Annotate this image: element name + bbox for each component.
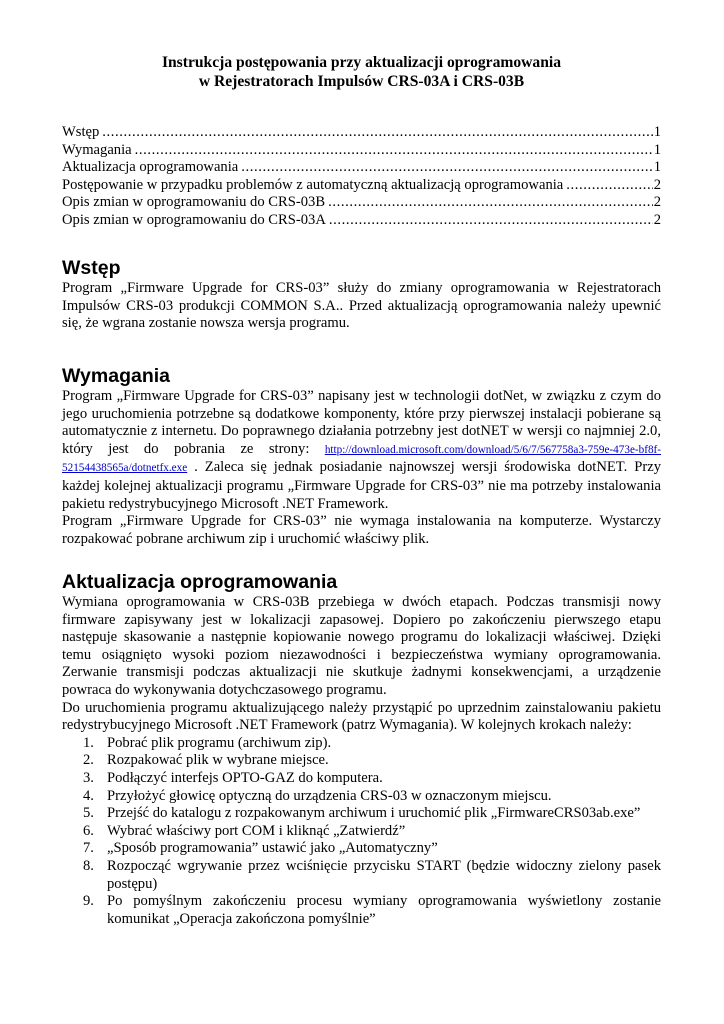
update-steps-list <box>62 735 661 929</box>
table-of-contents <box>62 124 661 230</box>
toc-leader-dots <box>328 194 653 212</box>
section-heading: Aktualizacja oprogramowania <box>62 571 338 593</box>
list-item <box>62 893 661 928</box>
section-heading: Wymagania <box>62 365 171 387</box>
step-text: Wybrać właściwy port COM i kliknąć „Zatwierdź” <box>107 822 406 839</box>
list-item <box>62 752 661 770</box>
section-requirements <box>62 364 661 548</box>
toc-entry-page: 1 <box>653 124 661 140</box>
step-number: 1. <box>83 734 94 751</box>
step-number: 6. <box>83 822 94 839</box>
toc-entry-page: 1 <box>653 141 661 158</box>
step-number: 4. <box>83 787 94 804</box>
toc-leader-dots <box>135 142 653 160</box>
step-number: 9. <box>83 893 94 910</box>
section-intro <box>62 256 661 333</box>
toc-entry-label: Wymagania <box>62 141 132 158</box>
document-title <box>62 53 661 91</box>
toc-leader-dots <box>329 212 653 230</box>
list-item <box>62 823 661 841</box>
list-item <box>62 858 661 893</box>
step-number: 3. <box>83 769 94 786</box>
step-number: 8. <box>83 857 94 874</box>
title-line-1: Instrukcja postępowania przy aktualizacji oprogramowania <box>161 54 562 71</box>
title-line-2: w Rejestratorach Impulsów CRS-03A i CRS-03B <box>198 73 525 90</box>
toc-entry-troubleshooting[interactable] <box>62 177 661 195</box>
intro-paragraph: Program „Firmware Upgrade for CRS-03” służy do zmiany oprogramowania w Rejestratorach Impulsów CRS-03 produkcji COMMON S.A.. Przed aktualizacją oprogramowania należy upewnić się, że wgrana zostanie nowsza wersja programu. <box>62 280 661 332</box>
step-text: Po pomyślnym zakończeniu procesu wymiany oprogramowania wyświetlony zostanie komunikat „Operacja zakończona pomyślnie” <box>107 893 661 927</box>
toc-entry-changes-crs03b[interactable] <box>62 194 661 212</box>
toc-entry-page: 2 <box>653 176 661 193</box>
update-paragraph-1: Wymiana oprogramowania w CRS-03B przebiega w dwóch etapach. Podczas transmisji nowy firmware zapisywany jest w lokalizacji zapasowej. Dopiero po zakończeniu pierwszego etapu następuje skasowanie a następnie kopiowanie nowego programu do lokalizacji właściwej. Dzięki temu osiągnięto wysoki poziom niezawodności i bezpieczeństwa wymiany oprogramowania. Zerwanie transmisji podczas aktualizacji nie skutkuje żadnymi konsekwencjami, a urządzenie powraca do wykonywania dotychczasowego programu. <box>62 594 661 698</box>
toc-entry-page: 2 <box>653 211 661 228</box>
step-number: 7. <box>83 840 94 857</box>
step-text: „Sposób programowania” ustawić jako „Automatyczny” <box>107 840 438 857</box>
requirements-text-after-link: . Zaleca się jednak posiadanie najnowszej wersji środowiska dotNET. Przy każdej kolejnej aktualizacji programu „Firmware Upgrade for CRS-03” nie ma potrzeby instalowania pakietu redystrybucyjnego Microsoft .NET Framework. <box>62 459 661 512</box>
toc-entry-page: 2 <box>653 194 661 211</box>
requirements-paragraph-1 <box>62 388 661 513</box>
update-paragraph-2: Do uruchomienia programu aktualizującego należy przystąpić po uprzednim zainstalowaniu pakietu redystrybucyjnego Microsoft .NET Framework (patrz Wymagania). W kolejnych krokach należy: <box>62 699 661 734</box>
toc-leader-dots <box>241 159 652 177</box>
section-heading: Wstęp <box>62 257 121 279</box>
toc-entry-label: Wstęp <box>62 124 100 140</box>
step-number: 2. <box>83 752 94 769</box>
toc-entry-changes-crs03a[interactable] <box>62 212 661 230</box>
toc-entry-page: 1 <box>653 159 661 176</box>
list-item <box>62 735 661 753</box>
toc-entry-requirements[interactable] <box>62 142 661 160</box>
step-text: Podłączyć interfejs OPTO-GAZ do komputera. <box>107 769 383 786</box>
toc-leader-dots <box>566 177 652 195</box>
step-text: Przejść do katalogu z rozpakowanym archiwum i uruchomić plik „FirmwareCRS03ab.exe” <box>107 805 641 822</box>
dotnet-download-link[interactable]: http://download.microsoft.com/download/5/6/7/567758a3-759e-473e-bf8f-52154438565a/dotnetfx.exe <box>62 443 661 475</box>
step-text: Rozpakować plik w wybrane miejsce. <box>107 752 329 769</box>
toc-entry-label: Opis zmian w oprogramowaniu do CRS-03A <box>62 211 326 228</box>
toc-entry-intro[interactable] <box>62 124 661 142</box>
step-number: 5. <box>83 805 94 822</box>
list-item <box>62 840 661 858</box>
toc-leader-dots <box>102 124 652 142</box>
toc-entry-update[interactable] <box>62 159 661 177</box>
step-text: Rozpocząć wgrywanie przez wciśnięcie przycisku START (będzie widoczny zielony pasek postępu) <box>107 857 661 892</box>
step-text: Pobrać plik programu (archiwum zip). <box>107 734 332 751</box>
requirements-text-before-link: Program „Firmware Upgrade for CRS-03” napisany jest w technologii dotNet, w związku z czym do jego uruchomienia potrzebne są dodatkowe komponenty, które przy pierwszej instalacji pobierane są automatycznie z internetu. Do poprawnego działania potrzebny jest dotNET w wersji co najmniej 2.0, który jest do pobrania ze strony: <box>62 388 661 457</box>
toc-entry-label: Opis zmian w oprogramowaniu do CRS-03B <box>62 194 326 211</box>
toc-entry-label: Postępowanie w przypadku problemów z automatyczną aktualizacją oprogramowania <box>62 176 564 193</box>
list-item <box>62 788 661 806</box>
list-item <box>62 805 661 823</box>
toc-entry-label: Aktualizacja oprogramowania <box>62 159 239 176</box>
step-text: Przyłożyć głowicę optyczną do urządzenia CRS-03 w oznaczonym miejscu. <box>107 787 552 804</box>
requirements-paragraph-2: Program „Firmware Upgrade for CRS-03” nie wymaga instalowania na komputerze. Wystarczy rozpakować pobrane archiwum zip i uruchomić właściwy plik. <box>62 513 661 547</box>
list-item <box>62 770 661 788</box>
section-update <box>62 570 661 928</box>
